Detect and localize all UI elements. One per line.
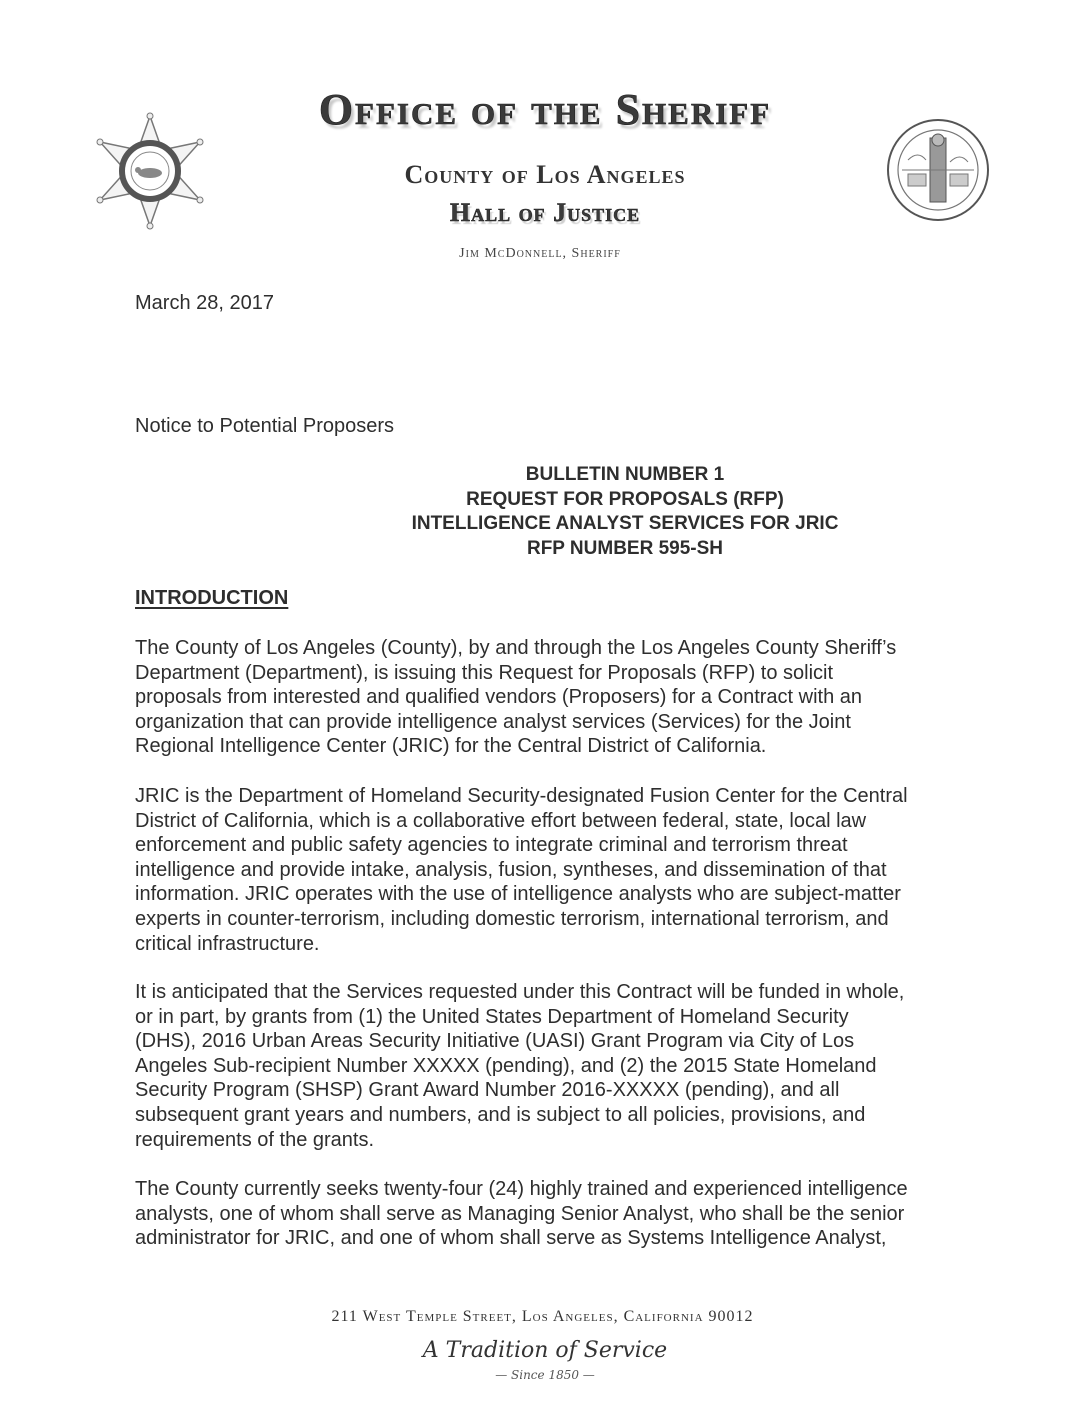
paragraph-line: Department (Department), is issuing this Request for Proposals (RFP) to solicit [135, 661, 834, 684]
footer-address: 211 West Temple Street, Los Angeles, California 90012 [331, 1308, 754, 1325]
letterhead-building: Hall of Justice [449, 198, 641, 227]
paragraph-3 [135, 980, 975, 1152]
paragraph-line: information. JRIC operates with the use of intelligence analysts who are subject-matter [135, 883, 901, 906]
paragraph-line: Angeles Sub-recipient Number XXXXX (pending), and (2) the 2015 State Homeland [135, 1054, 877, 1077]
paragraph-line: enforcement and public safety agencies to integrate criminal and terrorism threat [135, 834, 848, 857]
section-heading-introduction: INTRODUCTION [135, 587, 289, 609]
paragraph-line: District of California, which is a collaborative effort between federal, state, local law [135, 809, 867, 832]
paragraph-line: It is anticipated that the Services requested under this Contract will be funded in whole, [135, 981, 905, 1003]
paragraph-line: (DHS), 2016 Urban Areas Security Initiative (UASI) Grant Program via City of Los [135, 1030, 855, 1053]
letter-date: March 28, 2017 [135, 292, 274, 314]
bulletin-line: INTELLIGENCE ANALYST SERVICES FOR JRIC [411, 513, 839, 534]
paragraph-1 [135, 636, 975, 759]
paragraph-line: Regional Intelligence Center (JRIC) for the Central District of California. [135, 735, 767, 758]
bulletin-line: RFP NUMBER 595-SH [526, 537, 724, 559]
footer-since: — Since 1850 — [495, 1368, 595, 1382]
paragraph-line: JRIC is the Department of Homeland Security-designated Fusion Center for the Central [135, 785, 908, 807]
letter-salutation: Notice to Potential Proposers [135, 415, 395, 437]
paragraph-line: The County of Los Angeles (County), by and through the Los Angeles County Sheriff’s [135, 637, 897, 659]
bulletin-line: BULLETIN NUMBER 1 [525, 464, 725, 485]
paragraph-line: critical infrastructure. [135, 932, 320, 955]
paragraph-line: Security Program (SHSP) Grant Award Number 2016-XXXXX (pending), and all [135, 1079, 840, 1102]
sheriff-star-badge-icon [90, 112, 210, 230]
bulletin-heading [270, 463, 980, 561]
paragraph-line: The County currently seeks twenty-four (24) highly trained and experienced intelligence [135, 1178, 908, 1200]
paragraph-line: intelligence and provide intake, analysis, fusion, syntheses, and dissemination of that [135, 858, 887, 881]
paragraph-line: or in part, by grants from (1) the United States Department of Homeland Security [135, 1005, 849, 1028]
bulletin-line: REQUEST FOR PROPOSALS (RFP) [466, 488, 784, 510]
letterhead-sheriff-name: Jim McDonnell, Sheriff [459, 246, 621, 261]
paragraph-line: subsequent grant years and numbers, and is subject to all policies, provisions, and [135, 1103, 866, 1126]
county-seal-icon [878, 116, 998, 224]
paragraph-line: analysts, one of whom shall serve as Managing Senior Analyst, who shall be the senior [135, 1202, 905, 1225]
paragraph-4 [135, 1177, 975, 1251]
paragraph-line: organization that can provide intelligence analyst services (Services) for the Joint [135, 710, 851, 733]
letterhead-title: Office of the Sheriff [318, 85, 772, 134]
paragraph-line: experts in counter-terrorism, including domestic terrorism, international terrorism, and [135, 907, 889, 930]
footer-motto: A Tradition of Service [422, 1338, 668, 1363]
paragraph-line: requirements of the grants. [135, 1128, 375, 1151]
letterhead-county: County of Los Angeles [404, 160, 686, 189]
paragraph-line: administrator for JRIC, and one of whom shall serve as Systems Intelligence Analyst, [135, 1227, 887, 1250]
paragraph-2 [135, 784, 975, 956]
paragraph-line: proposals from interested and qualified vendors (Proposers) for a Contract with an [135, 686, 863, 709]
